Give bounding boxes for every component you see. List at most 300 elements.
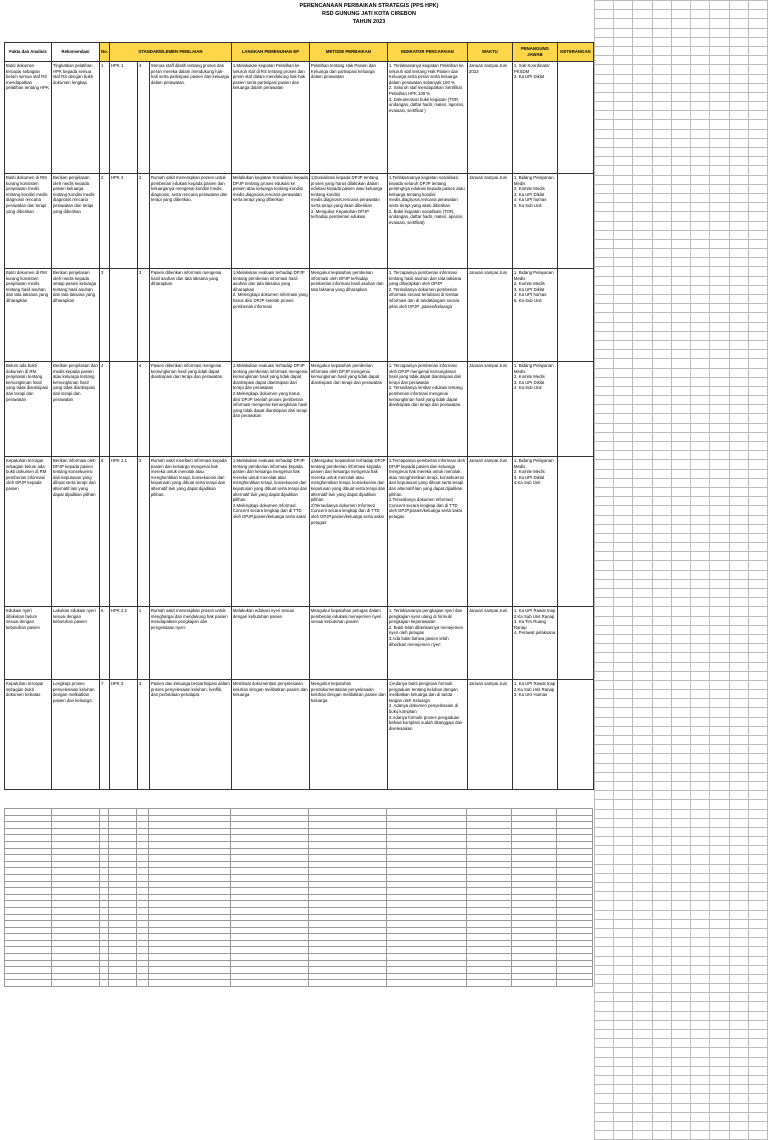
empty-cell [109, 868, 137, 875]
grid-cell [652, 974, 671, 983]
grid-cell [729, 956, 748, 965]
indikator-cell: 1. Tercapainya pemberian informasi tentang hasil asuhan dan tata laksana yang diharapkan oleh DPJP 2. Tersedianya dokumen pemberian informasi secara tertulisasi di lembar informasi dan di tandatangani secara jelas oleh DPJP ,pasien/keluarga [387, 269, 467, 362]
empty-cell [309, 940, 387, 947]
grid-cell [652, 533, 671, 542]
grid-cell [595, 221, 614, 230]
grid-cell [652, 846, 671, 855]
grid-cell [691, 662, 710, 671]
grid-cell [748, 359, 767, 368]
empty-cell [149, 973, 231, 980]
grid-cell [595, 717, 614, 726]
empty-cell [387, 947, 467, 954]
empty-cell [557, 973, 593, 980]
grid-cell [710, 56, 729, 65]
grid-cell [691, 800, 710, 809]
grid-cell [729, 350, 748, 359]
indikator-cell: 1. Terlaksananya kegiatan Pelatihan ke seluruh staf tentang Hak Pasien dan Keluarga serta peran serta keluarga dalam perawatan sebanyak 100 % 2. Seluruh staf mendapatkan Sertifikat Pelatihan HPK 100 % 3. Dokumentasi bukti kegiatan (TOR, undangan, daftar hadir, materi, laporan, evaluasi, sertifikat ) [387, 62, 467, 174]
empty-cell [512, 815, 557, 822]
grid-cell [729, 726, 748, 735]
grid-cell [691, 1020, 710, 1029]
grid-cell [748, 1103, 767, 1112]
grid-cell [652, 249, 671, 258]
grid-row [595, 478, 768, 487]
grid-cell [614, 846, 633, 855]
grid-cell [633, 726, 652, 735]
grid-cell [633, 809, 652, 818]
grid-row [595, 543, 768, 552]
grid-cell [729, 589, 748, 598]
grid-cell [671, 524, 690, 533]
grid-cell [729, 138, 748, 147]
grid-cell [748, 809, 767, 818]
grid-cell [691, 1011, 710, 1020]
empty-cell [387, 907, 467, 914]
grid-cell [633, 10, 652, 19]
grid-row [595, 350, 768, 359]
grid-cell [633, 644, 652, 653]
grid-cell [748, 956, 767, 965]
grid-cell [671, 616, 690, 625]
grid-cell [652, 120, 671, 129]
grid-cell [710, 65, 729, 74]
penanggung-jawab-cell: 1. Bidang Pelayanan Medis 2. Komite Medis 3. Ka UPI Diklat 4. Ka Sub Unit [512, 362, 557, 457]
pps-table [4, 42, 594, 790]
grid-cell [710, 322, 729, 331]
empty-cell [309, 874, 387, 881]
grid-cell [691, 313, 710, 322]
grid-cell [614, 883, 633, 892]
grid-cell [652, 221, 671, 230]
grid-cell [729, 791, 748, 800]
grid-cell [614, 212, 633, 221]
grid-cell [710, 1085, 729, 1094]
row-number: 7 [100, 680, 110, 790]
grid-cell [710, 37, 729, 46]
empty-cell [109, 874, 137, 881]
grid-cell [671, 46, 690, 55]
grid-cell [691, 1094, 710, 1103]
grid-row [595, 157, 768, 166]
grid-cell [652, 552, 671, 561]
grid-cell [614, 157, 633, 166]
empty-row [5, 980, 593, 987]
grid-cell [633, 561, 652, 570]
empty-cell [52, 973, 100, 980]
grid-row [595, 1039, 768, 1048]
empty-cell [309, 848, 387, 855]
grid-cell [614, 928, 633, 937]
grid-cell [748, 892, 767, 901]
grid-cell [729, 405, 748, 414]
indikator-cell: 1.Tercapainya pemberian informasi oleh DPJP kepada pasien dan keluarga mengenai hak mereka untuk menolak atau menghentikan terapi, konsekuensi dari keputusan yang dibuat serta terapi dan alternatif lain yang dapat dijadikan pilihan. 2.Tersedianya dokumen Informed Concent secara lengkap dan di TTD oleh DPJP,pasien/keluarga serta saksi petugas [387, 457, 467, 607]
empty-cell [231, 809, 309, 816]
grid-cell [614, 166, 633, 175]
grid-cell [691, 10, 710, 19]
grid-cell [614, 19, 633, 28]
grid-row [595, 221, 768, 230]
grid-cell [671, 552, 690, 561]
empty-cell [100, 874, 109, 881]
grid-cell [671, 974, 690, 983]
grid-cell [614, 184, 633, 193]
empty-cell [309, 960, 387, 967]
grid-cell [729, 653, 748, 662]
grid-cell [652, 37, 671, 46]
grid-cell [652, 570, 671, 579]
grid-cell [691, 1057, 710, 1066]
grid-cell [671, 745, 690, 754]
grid-cell [729, 212, 748, 221]
grid-cell [614, 423, 633, 432]
empty-cell [467, 809, 512, 816]
grid-cell [633, 543, 652, 552]
grid-row [595, 340, 768, 349]
grid-cell [633, 1, 652, 10]
grid-cell [710, 644, 729, 653]
empty-cell [309, 809, 387, 816]
empty-cell [557, 848, 593, 855]
grid-cell [652, 772, 671, 781]
grid-cell [633, 928, 652, 937]
grid-cell [652, 28, 671, 37]
penanggung-jawab-cell: 1. Bidang Pelayanan Medis 2. Komite Medis 3. Ka UPI Diklat 4.Ka Sub Unit [512, 457, 557, 607]
grid-row [595, 322, 768, 331]
grid-cell [691, 910, 710, 919]
grid-cell [633, 616, 652, 625]
grid-cell [671, 1048, 690, 1057]
grid-cell [652, 212, 671, 221]
grid-cell [652, 497, 671, 506]
grid-cell [691, 203, 710, 212]
grid-cell [671, 1103, 690, 1112]
empty-cell [109, 940, 137, 947]
empty-cell [100, 835, 109, 842]
grid-cell [710, 10, 729, 19]
grid-cell [671, 680, 690, 689]
grid-row [595, 65, 768, 74]
grid-cell [595, 892, 614, 901]
grid-cell [748, 377, 767, 386]
grid-cell [748, 864, 767, 873]
indikator-cell: 1. Terlaksananya pengkajian nyeri dan pengkajian nyeri ulang di formulir pengkajian keperawatan 2. Bukti telah diberikannya menejemen nyeri oleh petugas 3.Ada bukti bahwa pasien telah diberikan menejemen nyeri [387, 607, 467, 680]
grid-cell [710, 855, 729, 864]
standard-code [109, 269, 137, 362]
empty-cell [149, 855, 231, 862]
empty-row [5, 809, 593, 816]
grid-cell [614, 1048, 633, 1057]
grid-row [595, 460, 768, 469]
grid-cell [633, 432, 652, 441]
grid-cell [614, 1030, 633, 1039]
grid-cell [671, 313, 690, 322]
grid-cell [691, 561, 710, 570]
grid-row [595, 138, 768, 147]
grid-cell [614, 938, 633, 947]
grid-cell [729, 561, 748, 570]
grid-row [595, 1112, 768, 1121]
grid-cell [710, 873, 729, 882]
empty-cell [557, 888, 593, 895]
empty-cell [309, 822, 387, 829]
grid-cell [633, 947, 652, 956]
grid-cell [595, 772, 614, 781]
grid-cell [710, 19, 729, 28]
empty-cell [467, 841, 512, 848]
grid-cell [710, 947, 729, 956]
grid-cell [614, 552, 633, 561]
grid-cell [691, 864, 710, 873]
grid-cell [729, 432, 748, 441]
grid-cell [729, 533, 748, 542]
grid-row [595, 19, 768, 28]
grid-cell [748, 331, 767, 340]
grid-cell [671, 956, 690, 965]
spreadsheet-gridlines [594, 0, 768, 1140]
grid-cell [595, 1094, 614, 1103]
grid-cell [652, 873, 671, 882]
grid-cell [595, 864, 614, 873]
grid-cell [614, 589, 633, 598]
grid-cell [614, 120, 633, 129]
grid-cell [691, 28, 710, 37]
grid-row [595, 956, 768, 965]
langkah-cell: Membuat dokumentasi penyelesaian keluhan dengan melibatkan pasien dan keluarga [231, 680, 309, 790]
empty-cell [467, 960, 512, 967]
empty-cell [467, 907, 512, 914]
grid-cell [595, 111, 614, 120]
grid-cell [633, 83, 652, 92]
grid-cell [691, 46, 710, 55]
empty-cell [309, 954, 387, 961]
grid-cell [633, 276, 652, 285]
empty-cell [100, 921, 109, 928]
empty-cell [109, 921, 137, 928]
grid-cell [748, 487, 767, 496]
empty-cell [5, 874, 52, 881]
empty-cell [467, 874, 512, 881]
grid-cell [633, 1094, 652, 1103]
grid-cell [614, 726, 633, 735]
grid-cell [652, 754, 671, 763]
grid-cell [691, 965, 710, 974]
grid-cell [748, 166, 767, 175]
empty-cell [387, 980, 467, 987]
grid-cell [729, 524, 748, 533]
grid-cell [729, 543, 748, 552]
grid-cell [614, 993, 633, 1002]
grid-cell [652, 331, 671, 340]
header-standar: STANDAR/ELEMEN PENILAIAN [109, 43, 231, 62]
grid-cell [652, 74, 671, 83]
grid-cell [671, 102, 690, 111]
grid-cell [614, 340, 633, 349]
grid-cell [748, 506, 767, 515]
grid-cell [691, 221, 710, 230]
grid-cell [671, 478, 690, 487]
grid-row [595, 653, 768, 662]
grid-cell [652, 726, 671, 735]
grid-cell [671, 543, 690, 552]
grid-cell [729, 662, 748, 671]
grid-cell [614, 386, 633, 395]
grid-cell [652, 883, 671, 892]
indikator-cell: 1.Terlaksananya kegiatan sosialisasi kepada seluruh DPJP tentang pentingnya edukasi kepada pasien atau keluarga tentang kondisi medis,diagnosis,rencana perawatan serta terapi yang akan diberikan 2. Bukti kegiatan sosialisasi (TOR, undangan, daftar hadir, materi, aporan, evaluasi, sertifikat) [387, 174, 467, 269]
empty-cell [512, 868, 557, 875]
grid-cell [614, 616, 633, 625]
empty-cell [309, 947, 387, 954]
table-row [5, 362, 594, 457]
indikator-cell: 1. Tercapainya pemberian informasi oleh DPJP mengenai kemungkinan hasil yang tidak dapat diantisipasi dari terapi dan perawatan 2. Tersedianya lembar edukasi tentang pemberian informasi mengenai kemungkinan hasil yang tidak dapat diantisipasi dari terapi dan perawatan. [387, 362, 467, 457]
grid-cell [671, 708, 690, 717]
waktu-cell: Januari sampai Juni [467, 269, 512, 362]
empty-cell [512, 881, 557, 888]
grid-cell [671, 1066, 690, 1075]
grid-cell [633, 414, 652, 423]
grid-row [595, 690, 768, 699]
grid-cell [652, 579, 671, 588]
grid-cell [633, 451, 652, 460]
grid-row [595, 239, 768, 248]
grid-cell [691, 634, 710, 643]
grid-cell [614, 901, 633, 910]
grid-cell [729, 46, 748, 55]
rekomendasi-cell: Berikan penjelasan oleh medis kepada setiap pasien keluarga tentang hasil asuhan dan tata laksana yang diharapkan [52, 269, 100, 362]
empty-cell [309, 888, 387, 895]
grid-cell [614, 671, 633, 680]
empty-cell [149, 809, 231, 816]
empty-cell [100, 809, 109, 816]
empty-cell [137, 868, 149, 875]
rekomendasi-cell: Berikan penjelasan dari medis kepada pasien atau keluarga tentang kemungkinan hasil yang tidak diantisipasi dari terapi dan perawatan [52, 362, 100, 457]
grid-cell [633, 193, 652, 202]
grid-cell [633, 800, 652, 809]
document-title: PERENCANAAN PERBAIKAN STRATEGIS (PPS HPK) [299, 3, 439, 9]
grid-cell [710, 579, 729, 588]
grid-cell [652, 322, 671, 331]
grid-cell [652, 662, 671, 671]
grid-cell [691, 809, 710, 818]
grid-cell [671, 965, 690, 974]
empty-cell [137, 907, 149, 914]
grid-row [595, 1085, 768, 1094]
empty-cell [52, 828, 100, 835]
grid-cell [691, 423, 710, 432]
grid-cell [633, 386, 652, 395]
grid-cell [595, 19, 614, 28]
grid-cell [633, 965, 652, 974]
grid-cell [748, 193, 767, 202]
grid-cell [748, 1131, 767, 1140]
grid-cell [652, 1048, 671, 1057]
grid-cell [691, 837, 710, 846]
grid-cell [614, 1075, 633, 1084]
empty-row [5, 868, 593, 875]
grid-cell [614, 855, 633, 864]
grid-cell [671, 414, 690, 423]
grid-cell [633, 781, 652, 790]
grid-cell [595, 405, 614, 414]
grid-cell [614, 276, 633, 285]
grid-cell [614, 138, 633, 147]
grid-cell [652, 616, 671, 625]
grid-cell [595, 616, 614, 625]
standar-cell: Rumah sakit memberi informasi kepada pasien dan keluarga mengenai hak mereka untuk menolak atau menghentikan terapi, konsekuensi dari keputusan yang dibuat serta terapi dan alternatif lain yang dapat dijadikan pilihan. [149, 457, 231, 607]
empty-rows-block [4, 808, 593, 987]
empty-row [5, 835, 593, 842]
grid-cell [652, 313, 671, 322]
grid-cell [614, 561, 633, 570]
grid-cell [691, 340, 710, 349]
grid-cell [652, 653, 671, 662]
grid-row [595, 331, 768, 340]
grid-cell [729, 1039, 748, 1048]
grid-cell [729, 864, 748, 873]
grid-cell [633, 754, 652, 763]
empty-cell [149, 914, 231, 921]
grid-cell [748, 74, 767, 83]
grid-cell [595, 120, 614, 129]
grid-cell [595, 1121, 614, 1130]
grid-cell [691, 1103, 710, 1112]
grid-cell [748, 212, 767, 221]
grid-cell [633, 28, 652, 37]
empty-cell [137, 901, 149, 908]
grid-cell [748, 589, 767, 598]
empty-cell [309, 855, 387, 862]
empty-cell [137, 888, 149, 895]
grid-cell [595, 322, 614, 331]
grid-cell [710, 239, 729, 248]
empty-cell [231, 901, 309, 908]
empty-cell [52, 947, 100, 954]
langkah-cell: 1.Melakukan kegiatan Pelatihan ke seluruh staf di RS tentang proses dan peran staf dalam mendukung hak-hak pasien serta partisipasi pasien dan keluarga dalam perawatan [231, 62, 309, 174]
fakta-cell: Kepatuhan tercapai sebagian bukti dokumen terbatas [5, 680, 52, 790]
grid-row [595, 818, 768, 827]
empty-cell [149, 960, 231, 967]
grid-cell [748, 129, 767, 138]
empty-cell [467, 848, 512, 855]
grid-cell [671, 901, 690, 910]
grid-cell [595, 1039, 614, 1048]
empty-cell [512, 927, 557, 934]
empty-cell [109, 927, 137, 934]
grid-row [595, 1121, 768, 1130]
grid-cell [729, 423, 748, 432]
grid-cell [652, 928, 671, 937]
grid-cell [671, 120, 690, 129]
grid-cell [671, 184, 690, 193]
grid-cell [729, 276, 748, 285]
grid-cell [614, 864, 633, 873]
grid-cell [729, 1048, 748, 1057]
grid-cell [671, 561, 690, 570]
grid-cell [710, 1048, 729, 1057]
keterangan-cell [557, 62, 593, 174]
grid-cell [652, 19, 671, 28]
grid-cell [633, 919, 652, 928]
grid-cell [671, 772, 690, 781]
grid-cell [633, 469, 652, 478]
grid-cell [633, 46, 652, 55]
empty-cell [100, 881, 109, 888]
grid-cell [633, 285, 652, 294]
empty-row [5, 960, 593, 967]
grid-cell [729, 993, 748, 1002]
grid-cell [614, 497, 633, 506]
fakta-cell: Bukti dokumen tercapai sebagian belum semua staf RS mendapatkan pelatihan tentang HPK [5, 62, 52, 174]
empty-row [5, 934, 593, 941]
empty-cell [557, 947, 593, 954]
